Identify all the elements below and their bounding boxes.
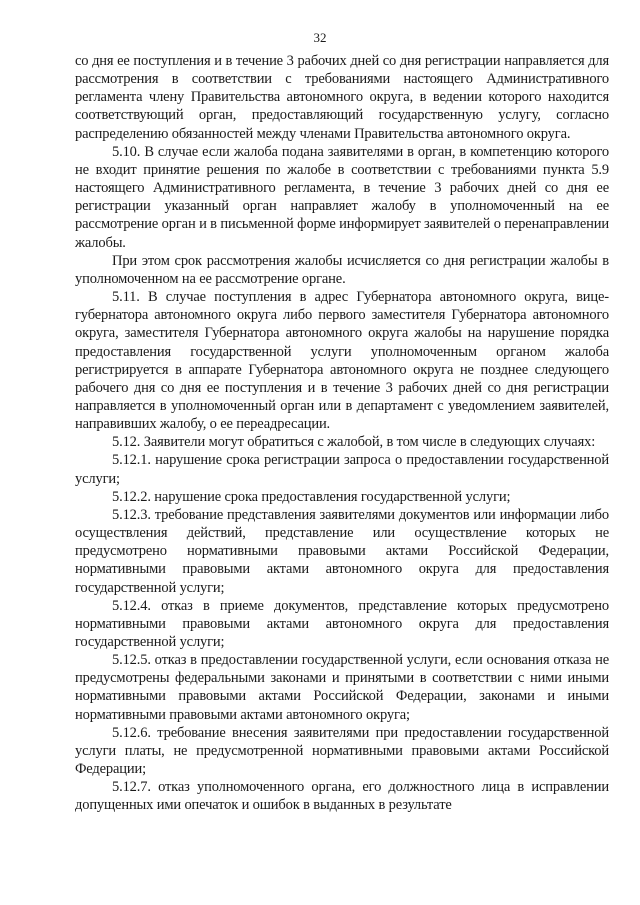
paragraph: 5.11. В случае поступления в адрес Губернатора автономного округа, вице-губернатора автономного округа либо первого заместителя Губернатора автономного округа, заместителя Губернатора автономного округа жалобы на нарушение порядка предоставления государственной услуги уполномоченным органом жалоба регистрируется в аппарате Губернатора автономного округа не позднее следующего рабочего дня со дня ее поступления и в течение 3 рабочих дней со дня регистрации направляется в уполномоченный орган или в департамент с уведомлением заявителей, направивших жалобу, о ее переадресации. (75, 289, 609, 433)
paragraph: со дня ее поступления и в течение 3 рабочих дней со дня регистрации направляется для рассмотрения в соответствии с требованиями настоящего Административного регламента члену Правительства автономного округа, в ведении которого находится соответствующий орган, предоставляющий государственную услугу, согласно распределению обязанностей между членами Правительства автономного округа. (75, 53, 609, 142)
paragraph: 5.10. В случае если жалоба подана заявителями в орган, в компетенцию которого не входит принятие решения по жалобе в соответствии с требованиями пункта 5.9 настоящего Административного регламента, в течение 3 рабочих дней со дня ее регистрации указанный орган направляет жалобу в уполномоченный на ее рассмотрение орган и в письменной форме информирует заявителей о перенаправлении жалобы. (75, 143, 609, 251)
paragraph: 5.12.3. требование представления заявителями документов или информации либо осуществления действий, представление или осуществление которых не предусмотрено нормативными правовыми актами Российской Федерации, нормативными правовыми актами автономного округа для предоставления государственной услуги; (75, 506, 609, 596)
paragraph: 5.12.4. отказ в приеме документов, представление которых предусмотрено нормативными правовыми актами автономного округа для предоставления государственной услуги; (75, 597, 609, 650)
paragraph: 5.12.5. отказ в предоставлении государственной услуги, если основания отказа не предусмотрены федеральными законами и принятыми в соответствии с ними иными нормативными правовыми актами Российской Федерации, законами и иными нормативными правовыми актами автономного округа; (75, 652, 609, 723)
paragraph: 5.12.6. требование внесения заявителями при предоставлении государственной услуги платы, не предусмотренной нормативными правовыми актами Российской Федерации; (75, 724, 609, 778)
paragraph: 5.12.7. отказ уполномоченного органа, его должностного лица в исправлении допущенных ими опечаток и ошибок в выданных в результате (75, 779, 609, 814)
paragraph: 5.12.1. нарушение срока регистрации запроса о предоставлении государственной услуги; (75, 452, 609, 487)
paragraph: 5.12.2. нарушение срока предоставления государственной услуги; (112, 488, 511, 505)
page-number: 32 (313, 30, 327, 45)
document-body (75, 52, 609, 815)
paragraph: 5.12. Заявители могут обратиться с жалобой, в том числе в следующих случаях: (112, 434, 596, 451)
paragraph: При этом срок рассмотрения жалобы исчисляется со дня регистрации жалобы в уполномоченном на ее рассмотрение органе. (75, 252, 609, 287)
